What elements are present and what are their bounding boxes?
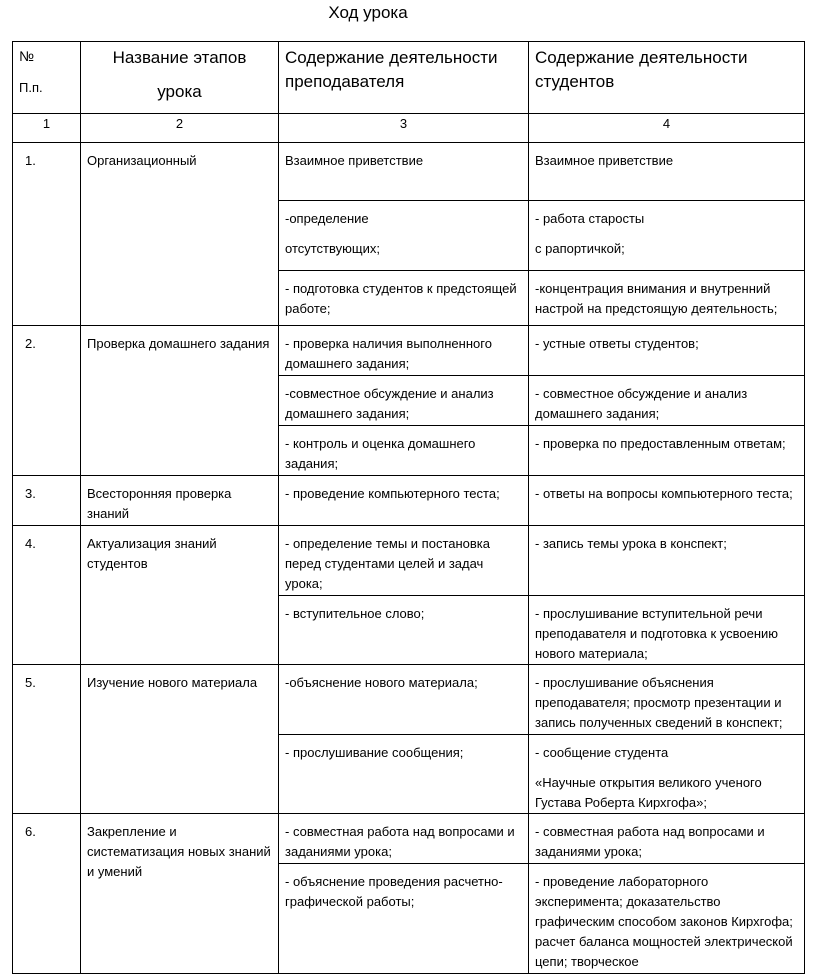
- stage-name: Всесторонняя проверка знаний: [81, 476, 279, 526]
- teacher-activity: - определение темы и постановка перед студентами целей и задач урока;: [279, 526, 529, 596]
- teacher-activity-line: отсутствующих;: [285, 241, 380, 256]
- table-row: [13, 476, 805, 526]
- student-activity: - прослушивание вступительной речи преподавателя и подготовка к усвоению нового материала;: [529, 596, 805, 665]
- student-activity-line: - работа старосты: [535, 211, 645, 226]
- student-activity: [529, 735, 805, 814]
- table-row: [13, 814, 805, 864]
- table-header-row: [13, 42, 805, 114]
- teacher-activity: -совместное обсуждение и анализ домашнего задания;: [279, 376, 529, 426]
- stage-number: 1.: [13, 143, 81, 326]
- column-index: 1: [13, 114, 81, 143]
- student-activity: - устные ответы студентов;: [529, 326, 805, 376]
- student-activity: - ответы на вопросы компьютерного теста;: [529, 476, 805, 526]
- stage-number: 5.: [13, 665, 81, 814]
- student-activity: [529, 201, 805, 271]
- header-stage-name-line2: урока: [157, 82, 202, 101]
- teacher-activity: -объяснение нового материала;: [279, 665, 529, 735]
- teacher-activity: - проведение компьютерного теста;: [279, 476, 529, 526]
- stage-name: Организационный: [81, 143, 279, 326]
- header-number-cell: [13, 42, 81, 114]
- stage-number: 2.: [13, 326, 81, 476]
- student-activity: - прослушивание объяснения преподавателя; просмотр презентации и запись полученных сведений в конспект;: [529, 665, 805, 735]
- page-title: Ход урока: [328, 3, 408, 22]
- column-index: 2: [81, 114, 279, 143]
- student-activity-line: с рапортичкой;: [535, 241, 625, 256]
- teacher-activity: Взаимное приветствие: [279, 143, 529, 201]
- table-row: [13, 526, 805, 596]
- teacher-activity: - совместная работа над вопросами и заданиями урока;: [279, 814, 529, 864]
- column-index: 4: [529, 114, 805, 143]
- teacher-activity: - проверка наличия выполненного домашнего задания;: [279, 326, 529, 376]
- header-pp: П.п.: [19, 80, 43, 95]
- student-activity: - проверка по предоставленным ответам;: [529, 426, 805, 476]
- stage-name: Изучение нового материала: [81, 665, 279, 814]
- student-activity-line: «Научные открытия великого ученого Густава Роберта Кирхгофа»;: [535, 775, 762, 810]
- lesson-plan-table: [12, 41, 805, 974]
- header-number-sign: №: [19, 48, 35, 64]
- teacher-activity: - подготовка студентов к предстоящей работе;: [279, 271, 529, 326]
- table-row: [13, 326, 805, 376]
- stage-number: 3.: [13, 476, 81, 526]
- stage-number: 6.: [13, 814, 81, 974]
- column-index: 3: [279, 114, 529, 143]
- student-activity: - запись темы урока в конспект;: [529, 526, 805, 596]
- stage-number: 4.: [13, 526, 81, 665]
- table-row: [13, 665, 805, 735]
- student-activity: Взаимное приветствие: [529, 143, 805, 201]
- table-row: [13, 143, 805, 201]
- student-activity: -концентрация внимания и внутренний настрой на предстоящую деятельность;: [529, 271, 805, 326]
- stage-name: Актуализация знаний студентов: [81, 526, 279, 665]
- teacher-activity: - контроль и оценка домашнего задания;: [279, 426, 529, 476]
- header-stage-name-line1: Название этапов: [112, 48, 247, 67]
- teacher-activity: [279, 201, 529, 271]
- student-activity: - совместная работа над вопросами и заданиями урока;: [529, 814, 805, 864]
- student-activity-line: - сообщение студента: [535, 745, 669, 760]
- student-activity: - проведение лабораторного эксперимента; доказательство графическим способом законов Кирхгофа; расчет баланса мощностей электрической цепи; творческое: [529, 864, 805, 974]
- stage-name: Проверка домашнего задания: [81, 326, 279, 476]
- teacher-activity: - объяснение проведения расчетно-графической работы;: [279, 864, 529, 974]
- teacher-activity-line: -определение: [285, 211, 369, 226]
- column-index-row: [13, 114, 805, 143]
- header-student-activity: Содержание деятельности студентов: [529, 42, 805, 114]
- teacher-activity: - вступительное слово;: [279, 596, 529, 665]
- teacher-activity: - прослушивание сообщения;: [279, 735, 529, 814]
- header-teacher-activity: Содержание деятельности преподавателя: [279, 42, 529, 114]
- stage-name: Закрепление и систематизация новых знаний и умений: [81, 814, 279, 974]
- header-stage-name-cell: [81, 42, 279, 114]
- student-activity: - совместное обсуждение и анализ домашнего задания;: [529, 376, 805, 426]
